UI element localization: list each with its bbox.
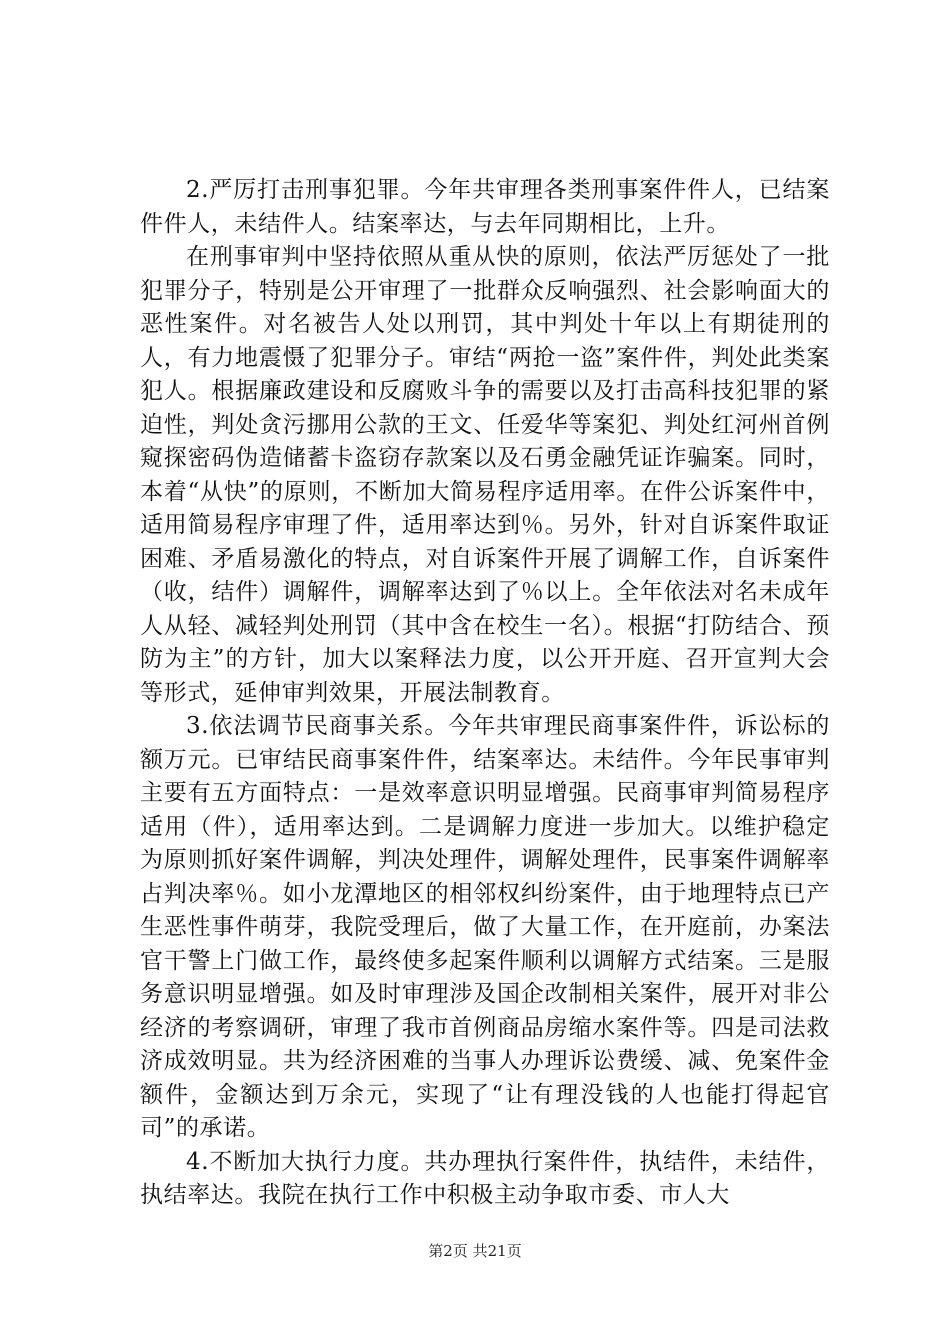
- paragraph-criminal-crackdown: 2.严厉打击刑事犯罪。今年共审理各类刑事案件件人，已结案件件人，未结件人。结案率达，与去年同期相比，上升。: [140, 177, 830, 237]
- paragraph-enforcement: 4.不断加大执行力度。共办理执行案件件，执结件，未结件，执结率达。我院在执行工作中积极主动争取市委、市人大: [140, 1148, 830, 1208]
- page-footer: 第2页 共21页: [428, 1242, 522, 1260]
- document-body: [140, 174, 830, 1213]
- paragraph-criminal-trial: 在刑事审判中坚持依照从重从快的原则，依法严厉惩处了一批犯罪分子，特别是公开审理了一批群众反响强烈、社会影响面大的恶性案件。对名被告人处以刑罚，其中判处十年以上有期徒刑的人，有力地震慑了犯罪分子。审结“两抢一盗”案件件，判处此类案犯人。根据廉政建设和反腐败斗争的需要以及打击高科技犯罪的紧迫性，判处贪污挪用公款的王文、任爱华等案犯、判处红河州首例窥探密码伪造储蓄卡盗窃存款案以及石勇金融凭证诈骗案。同时，本着“从快”的原则，不断加大简易程序适用率。在件公诉案件中，适用简易程序审理了件，适用率达到％。另外，针对自诉案件取证困难、矛盾易激化的特点，对自诉案件开展了调解工作，自诉案件（收，结件）调解件，调解率达到了％以上。全年依法对名未成年人从轻、减轻判处刑罚（其中含在校生一名）。根据“打防结合、预防为主”的方针，加大以案释法力度，以公开开庭、召开宣判大会等形式，延伸审判效果，开展法制教育。: [140, 244, 830, 706]
- paragraph-civil-commercial: 3.依法调节民商事关系。今年共审理民商事案件件，诉讼标的额万元。已审结民商事案件件，结案率达。未结件。今年民事审判主要有五方面特点：一是效率意识明显增强。民商事审判简易程序适用（件），适用率达到。二是调解力度进一步加大。以维护稳定为原则抓好案件调解，判决处理件，调解处理件，民事案件调解率占判决率％。如小龙潭地区的相邻权纠纷案件，由于地理特点已产生恶性事件萌芽，我院受理后，做了大量工作，在开庭前，办案法官干警上门做工作，最终使多起案件顺利以调解方式结案。三是服务意识明显增强。如及时审理涉及国企改制相关案件，展开对非公经济的考察调研，审理了我市首例商品房缩水案件等。四是司法救济成效明显。共为经济困难的当事人办理诉讼费缓、减、免案件金额件，金额达到万余元，实现了“让有理没钱的人也能打得起官司”的承诺。: [140, 713, 830, 1141]
